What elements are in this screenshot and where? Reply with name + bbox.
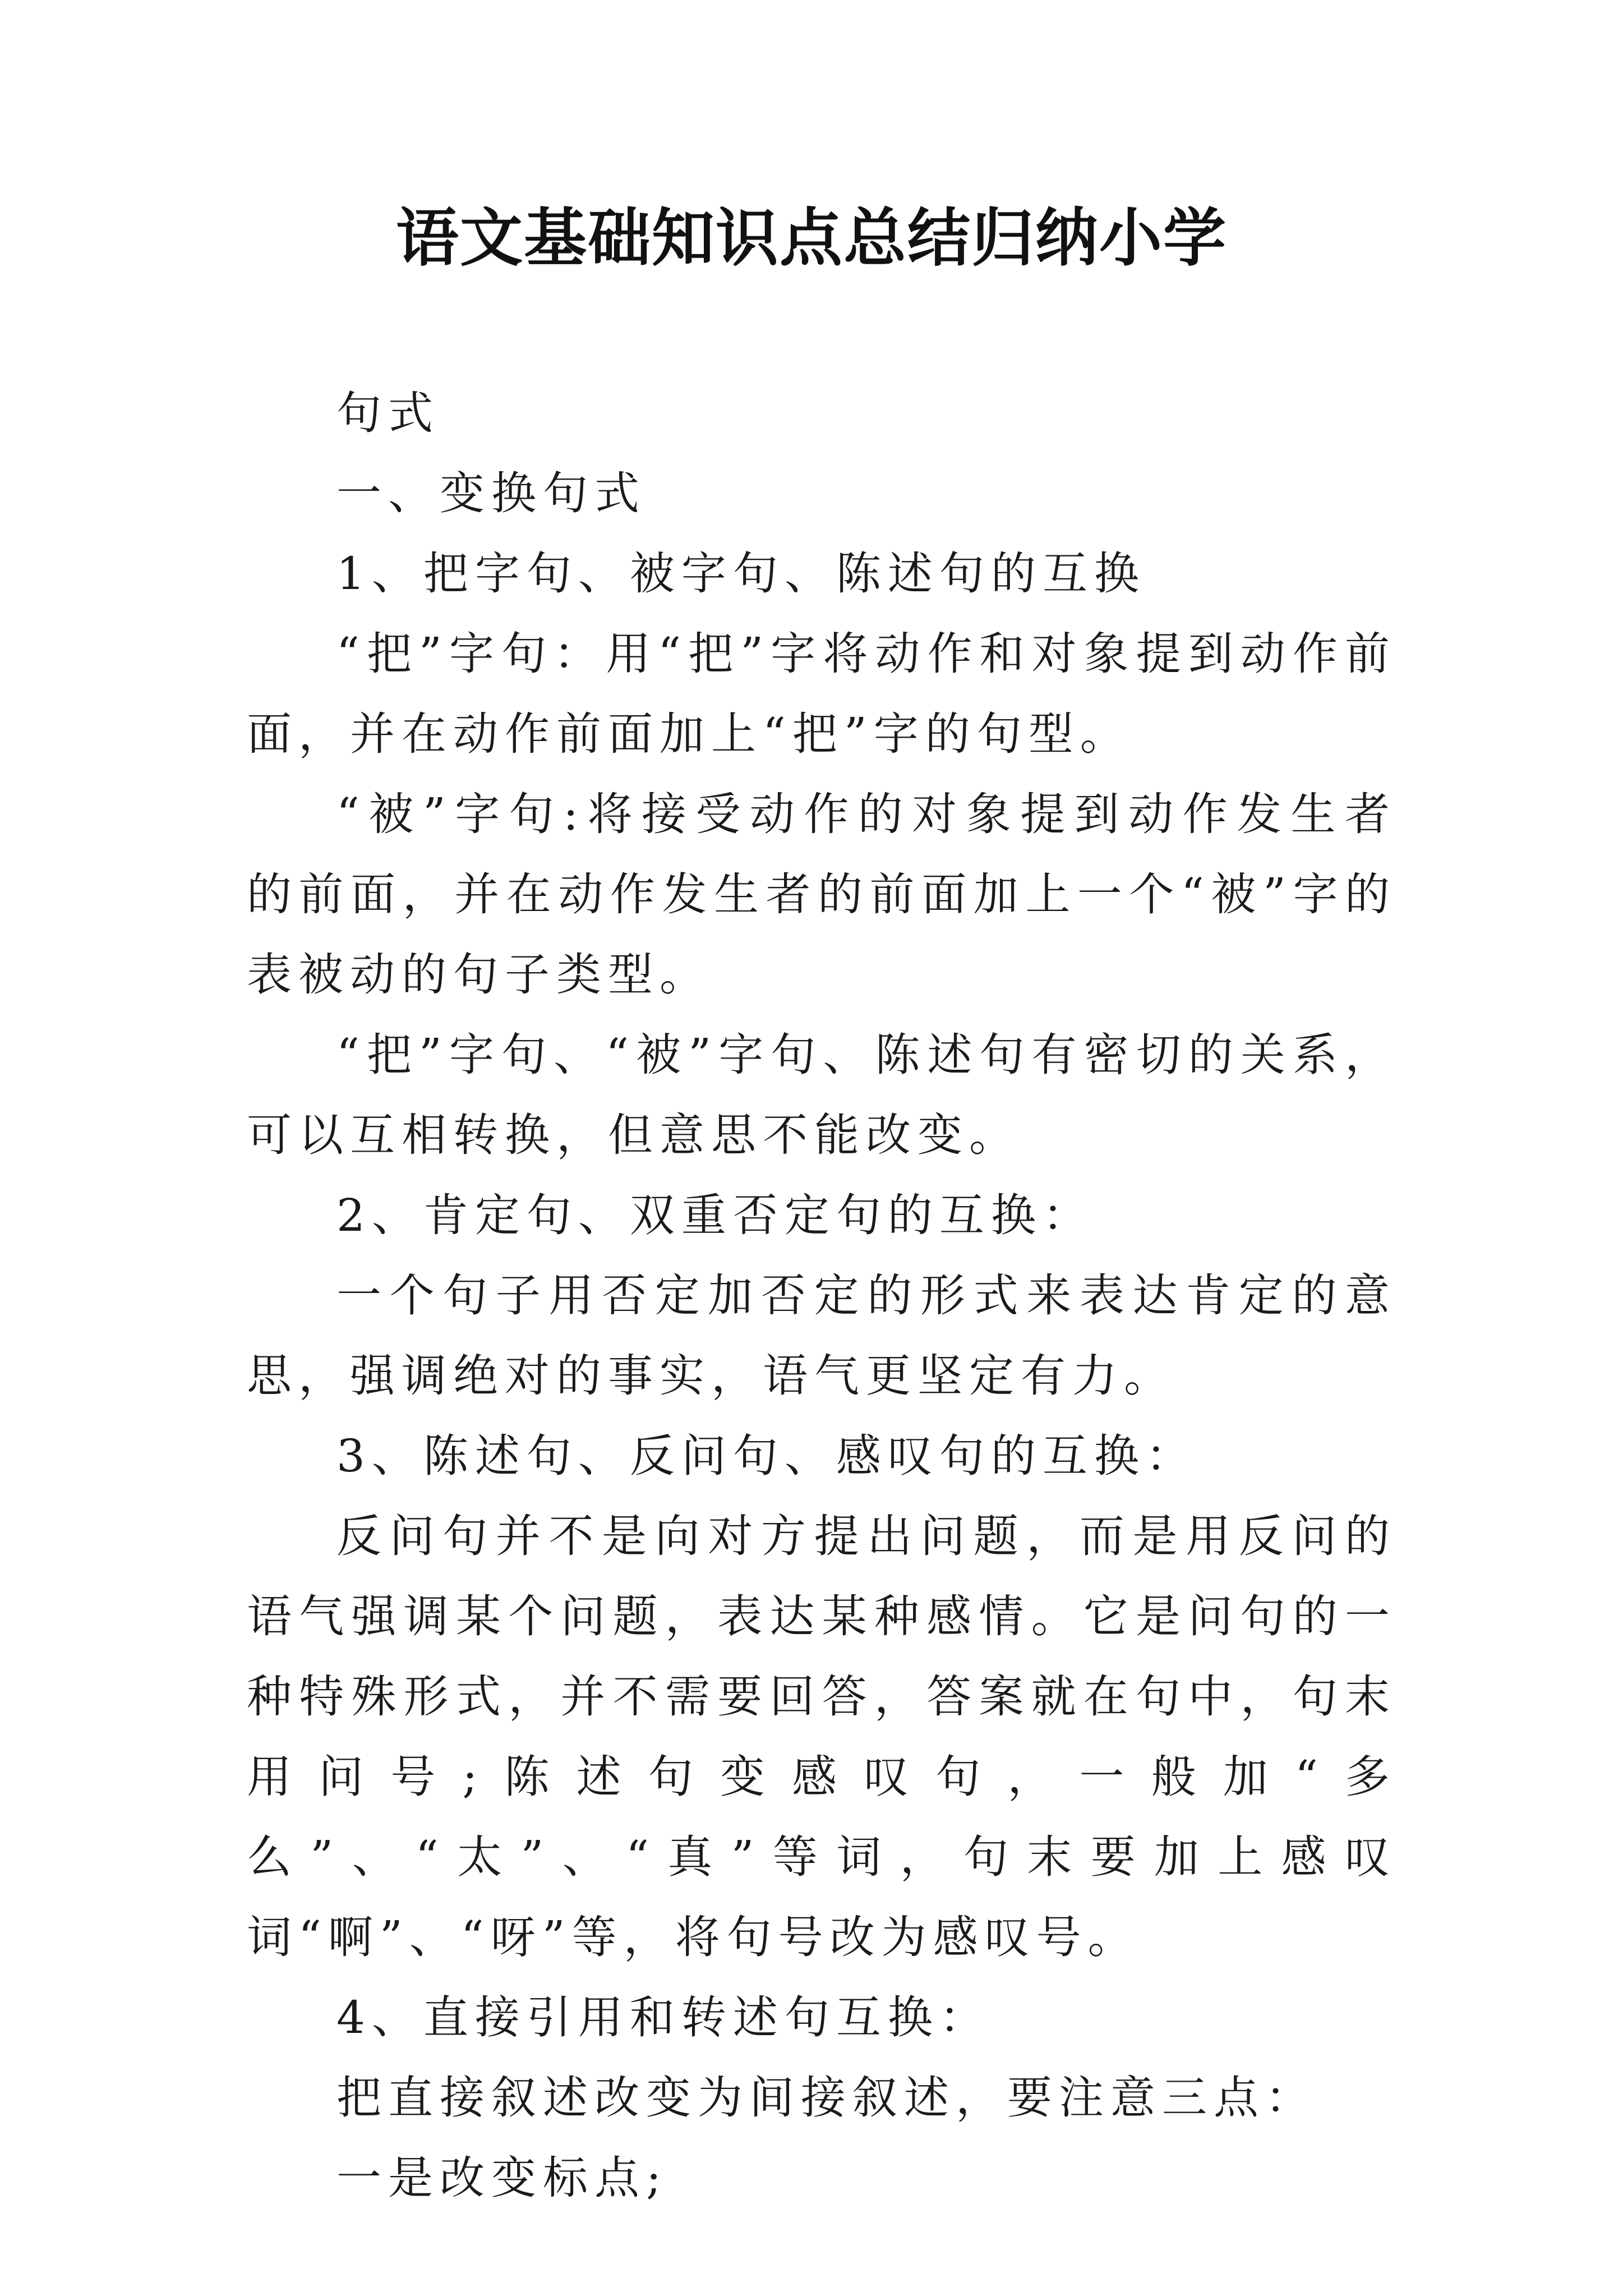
paragraph-rhetorical: 反问句并不是向对方提出问题，而是用反问的语气强调某个问题，表达某种感情。它是问句的一种特殊形式，并不需要回答，答案就在句中，句末用问号;陈述句变感叹句，一般加“多么”、“太”、“真”等词，句末要加上感叹词“啊”、“呀”等，将句号改为感叹号。 bbox=[247, 1510, 1396, 1963]
document-body bbox=[247, 373, 1396, 2218]
paragraph-heading-sentence-patterns: 句式 bbox=[336, 387, 440, 439]
paragraph-relation: “把”字句、“被”字句、陈述句有密切的关系，可以互相转换，但意思不能改变。 bbox=[247, 1029, 1396, 1161]
paragraph-indirect-speech: 把直接叙述改变为间接叙述，要注意三点： bbox=[336, 2072, 1317, 2124]
paragraph-bei-sentence: “被”字句:将接受动作的对象提到动作发生者的前面，并在动作发生者的前面加上一个“被”字的表被动的句子类型。 bbox=[247, 788, 1396, 1001]
paragraph-ba-sentence: “把”字句：用“把”字将动作和对象提到动作前面，并在动作前面加上“把”字的句型。 bbox=[247, 628, 1396, 760]
document-title: 语文基础知识点总结归纳小学 bbox=[396, 201, 1227, 275]
paragraph-item-2: 2、肯定句、双重否定句的互换： bbox=[336, 1189, 1094, 1241]
paragraph-item-3: 3、陈述句、反问句、感叹句的互换： bbox=[336, 1430, 1197, 1482]
paragraph-section-1: 一、变换句式 bbox=[336, 467, 646, 519]
paragraph-double-negative: 一个句子用否定加否定的形式来表达肯定的意思，强调绝对的事实，语气更坚定有力。 bbox=[247, 1269, 1396, 1402]
paragraph-item-1: 1、把字句、被字句、陈述句的互换 bbox=[336, 547, 1146, 600]
paragraph-point-one: 一是改变标点; bbox=[336, 2152, 668, 2204]
paragraph-item-4: 4、直接引用和转述句互换： bbox=[336, 1991, 991, 2044]
